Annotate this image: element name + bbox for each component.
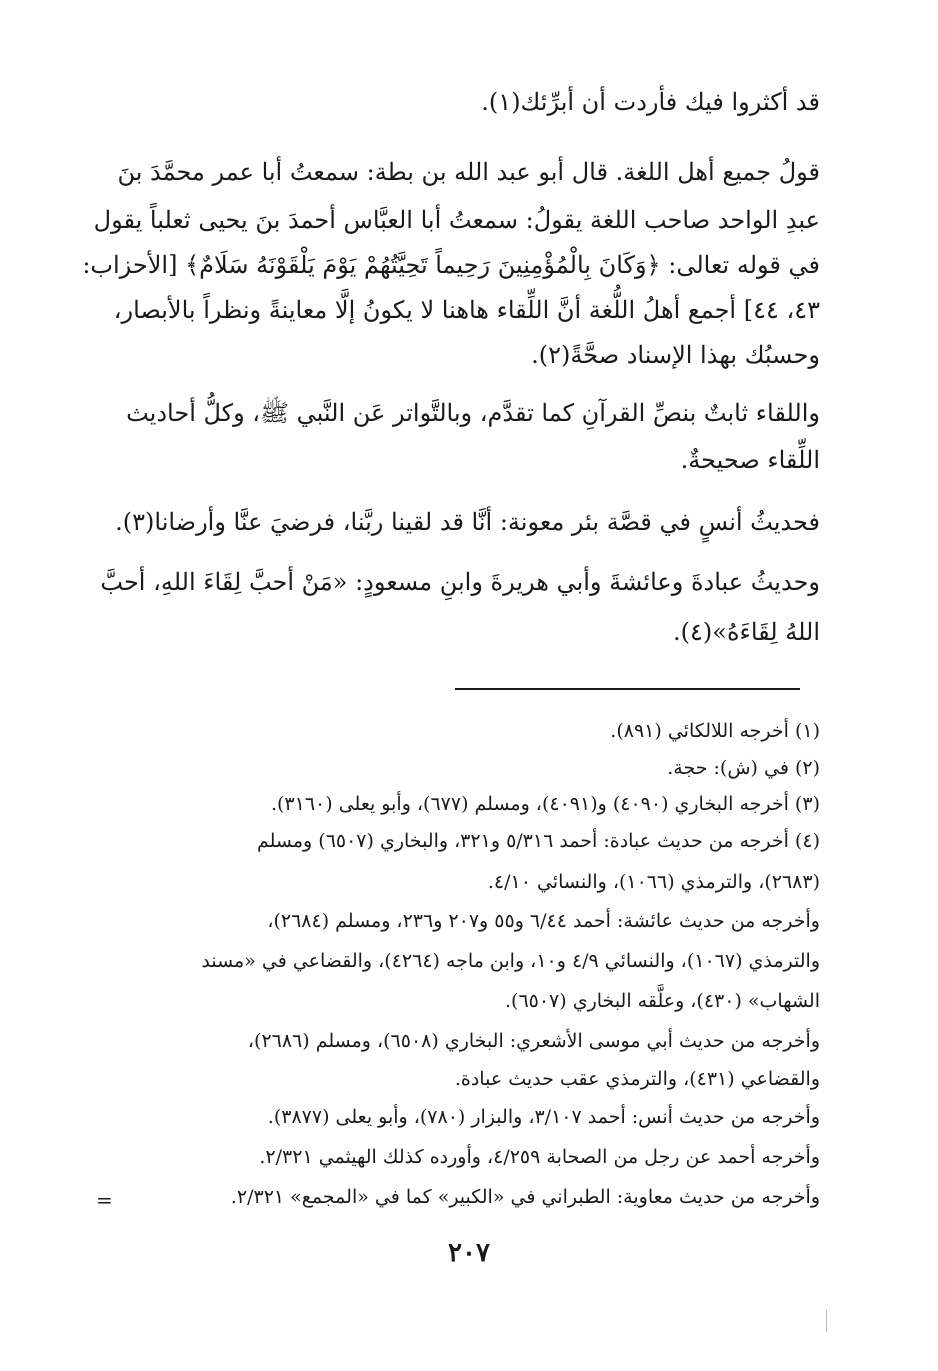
footnote-line-3: (٣) أخرجه البخاري (٤٠٩٠) و(٤٠٩١)، ومسلم (٦٧٧)، وأبو يعلى (٣١٦٠).	[270, 793, 820, 815]
continuation-mark: =	[96, 1188, 113, 1212]
footnote-line-6: وأخرجه من حديث عائشة: أحمد ٦/٤٤ و٥٥ و٢٠٧ و٢٣٦، ومسلم (٢٦٨٤)،	[267, 910, 820, 932]
page-number: ٢٠٧	[448, 1238, 490, 1268]
body-line-11: اللهُ لِقَاءَهُ»(٤).	[673, 618, 820, 646]
footnote-line-11: وأخرجه من حديث أنس: أحمد ٣/١٠٧، والبزار (٧٨٠)، وأبو يعلى (٣٨٧٧).	[267, 1106, 820, 1128]
footnote-line-12: وأخرجه أحمد عن رجل من الصحابة ٤/٢٥٩، وأورده كذلك الهيثمي ٢/٣٢١.	[259, 1146, 820, 1168]
footnote-line-13: وأخرجه من حديث معاوية: الطبراني في «الكبير» كما في «المجمع» ٢/٣٢١.	[230, 1186, 820, 1208]
footnote-line-1: (١) أخرجه اللالكائي (٨٩١).	[610, 720, 820, 742]
scan-artifact	[826, 1310, 827, 1332]
body-line-8: اللِّقاء صحيحةٌ.	[680, 446, 820, 474]
footnote-line-7: والترمذي (١٠٦٧)، والنسائي ٤/٩ و١٠، وابن ماجه (٤٢٦٤)، والقضاعي في «مسند	[201, 950, 820, 972]
body-line-5: ٤٣، ٤٤] أجمع أهلُ اللُّغة أنَّ اللِّقاء هاهنا لا يكونُ إلَّا معاينةً ونظراً بالأبصار،	[113, 296, 820, 324]
footnote-line-8: الشهاب» (٤٣٠)، وعلَّقه البخاري (٦٥٠٧).	[504, 990, 820, 1012]
footnote-line-5: (٢٦٨٣)، والترمذي (١٠٦٦)، والنسائي ٤/١٠.	[487, 871, 820, 893]
footnote-line-10: والقضاعي (٤٣١)، والترمذي عقب حديث عبادة.	[454, 1068, 820, 1090]
footnote-line-9: وأخرجه من حديث أبي موسى الأشعري: البخاري (٦٥٠٨)، ومسلم (٢٦٨٦)،	[247, 1030, 820, 1052]
body-line-4: في قوله تعالى: ﴿وَكَانَ بِالْمُؤْمِنِينَ رَحِيماً تَحِيَّتُهُمْ يَوْمَ يَلْقَوْنَهُ سَلَامٌ﴾ [الأحزاب:	[82, 251, 820, 279]
body-line-10: وحديثُ عبادةَ وعائشةَ وأبي هريرةَ وابنِ مسعودٍ: «مَنْ أحبَّ لِقَاءَ اللهِ، أحبَّ	[100, 568, 820, 596]
body-line-9: فحديثُ أنسٍ في قصَّة بئر معونة: أنَّا قد لقينا ربَّنا، فرضيَ عنَّا وأرضانا(٣).	[115, 508, 820, 536]
body-line-2: قولُ جميع أهل اللغة. قال أبو عبد الله بن بطة: سمعتُ أبا عمر محمَّدَ بنَ	[117, 158, 820, 186]
body-line-7: واللقاء ثابتٌ بنصِّ القرآنِ كما تقدَّم، وبالتَّواتر عَن النَّبي ﷺ، وكلُّ أحاديث	[126, 399, 820, 427]
footnote-line-2: (٢) في (ش): حجة.	[667, 757, 820, 779]
footnote-separator	[455, 688, 800, 690]
body-line-3: عبدِ الواحد صاحب اللغة يقولُ: سمعتُ أبا العبَّاس أحمدَ بنَ يحيى ثعلباً يقول	[93, 206, 820, 234]
body-line-1: قد أكثروا فيك فأردت أن أبرِّئك(١).	[481, 88, 820, 116]
footnote-line-4: (٤) أخرجه من حديث عبادة: أحمد ٥/٣١٦ و٣٢١، والبخاري (٦٥٠٧) ومسلم	[256, 830, 820, 852]
body-line-6: وحسبُك بهذا الإسناد صحَّةً(٢).	[531, 341, 820, 369]
